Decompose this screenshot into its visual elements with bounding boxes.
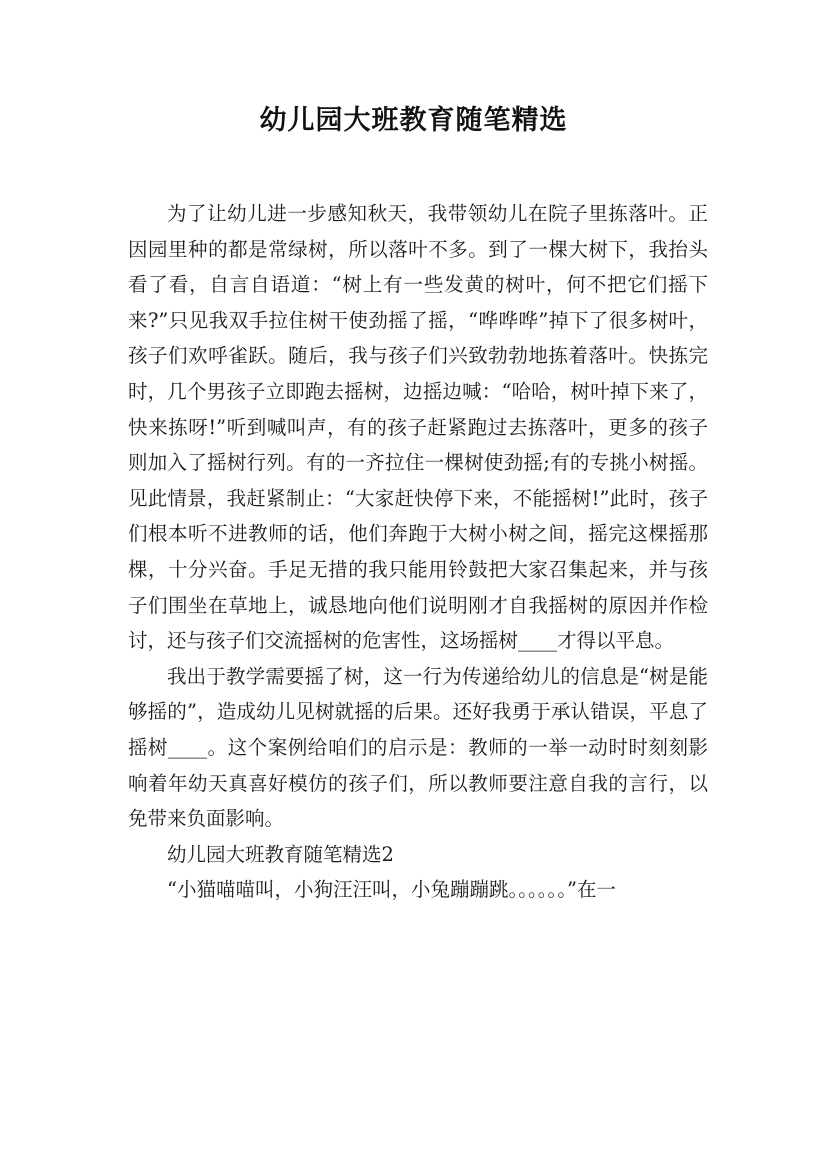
document-title: 幼儿园大班教育随笔精选: [259, 105, 568, 136]
document-body: [128, 196, 708, 908]
paragraph-3-start: “小猫喵喵叫，小狗汪汪叫，小兔蹦蹦跳。。。。。。”在一: [167, 878, 616, 902]
paragraph-2: 我出于教学需要摇了树，这一行为传递给幼儿的信息是“树是能够摇的”，造成幼儿见树就摇的后果。还好我勇于承认错误，平息了摇树____。这个案例给咱们的启示是：教师的一举一动时时刻刻影响着年幼天真喜好模仿的孩子们，所以教师要注意自我的言行，以免带来负面影响。: [128, 664, 708, 831]
paragraph-1: 为了让幼儿进一步感知秋天，我带领幼儿在院子里拣落叶。正因园里种的都是常绿树，所以落叶不多。到了一棵大树下，我抬头看了看，自言自语道：“树上有一些发黄的树叶，何不把它们摇下来?”只见我双手拉住树干使劲摇了摇，“哗哗哗”掉下了很多树叶，孩子们欢呼雀跃。随后，我与孩子们兴致勃勃地拣着落叶。快拣完时，几个男孩子立即跑去摇树，边摇边喊：“哈哈，树叶掉下来了，快来拣呀!”听到喊叫声，有的孩子赶紧跑过去拣落叶，更多的孩子则加入了摇树行列。有的一齐拉住一棵树使劲摇;有的专挑小树摇。见此情景，我赶紧制止：“大家赶快停下来，不能摇树!”此时，孩子们根本听不进教师的话，他们奔跑于大树小树之间，摇完这棵摇那棵，十分兴奋。手足无措的我只能用铃鼓把大家召集起来，并与孩子们围坐在草地上，诚恳地向他们说明刚才自我摇树的原因并作检讨，还与孩子们交流摇树的危害性，这场摇树____才得以平息。: [128, 202, 708, 653]
section-subheading: 幼儿园大班教育随笔精选2: [167, 842, 394, 866]
